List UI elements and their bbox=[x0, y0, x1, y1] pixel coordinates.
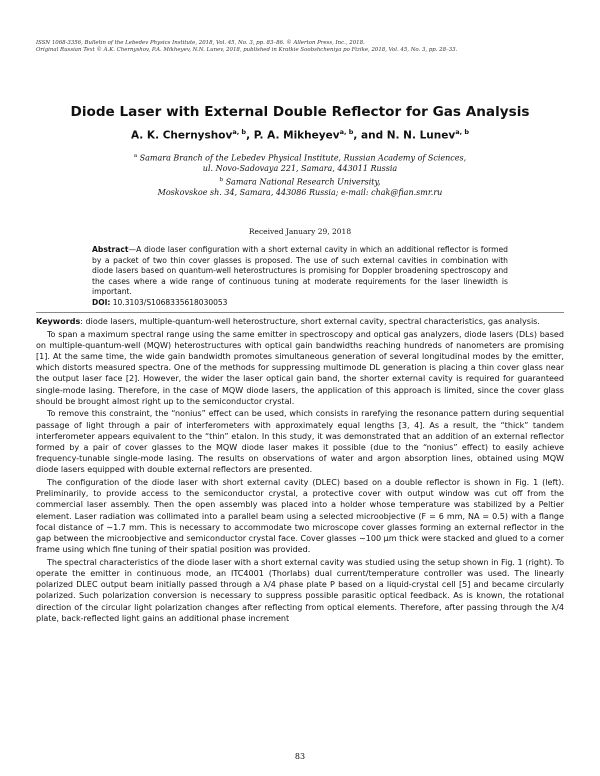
abstract bbox=[92, 245, 508, 298]
keywords bbox=[36, 316, 564, 327]
affiliation-mark: b bbox=[219, 177, 224, 183]
author-separator: , and bbox=[353, 129, 387, 142]
keywords-text: : diode lasers, multiple-quantum-well heterostructure, short external cavity, spectral characteristics, gas analysis. bbox=[80, 317, 540, 326]
author-separator: , bbox=[246, 129, 254, 142]
author-name: P. A. Mikheyev bbox=[253, 129, 340, 142]
abstract-text: —A diode laser configuration with a short external cavity in which an additional reflector is formed by a packet of two thin cover glasses is proposed. The use of such external cavities in combination with diode lasers based on quantum-well heterostructures is promising for Doppler broadening spectroscopy and the cases where a wide range of continuous tuning at moderate requirements for the laser linewidth is important. bbox=[92, 245, 508, 297]
page-number: 83 bbox=[294, 752, 306, 761]
author-name: A. K. Chernyshov bbox=[130, 129, 233, 142]
keywords-label: Keywords bbox=[36, 317, 81, 326]
section-divider bbox=[36, 312, 564, 313]
doi-link[interactable]: 10.3103/S1068335618030053 bbox=[110, 298, 228, 307]
doi-label: DOI: bbox=[92, 298, 111, 307]
journal-header-line-2: Original Russian Text © A.K. Chernyshov, P.A. Mikheyev, N.N. Lunev, 2018, published in Kratkie Soobshcheniya po Fizike, 2018, Vol. 45, No. 3, pp. 28–33. bbox=[36, 47, 458, 53]
paragraph: The configuration of the diode laser with short external cavity (DLEC) based on a double reflector is shown in Fig. 1 (left). Preliminarily, to provide access to the semiconductor crystal, a protective cover with output window was cut off from the commercial laser assembly. Then the open assembly was placed into a holder whose temperature was stabilized by a Peltier element. Laser radiation was collimated into a parallel beam using a selected microobjective (F = 6 mm, NA = 0.5) with a flange focal distance of ∼1.7 mm. This is necessary to accommodate two microscope cover glasses forming an external reflector in the gap between the microobjective and semiconductor crystal face. Cover glasses ∼100 μm thick were stacked and glued to a corner frame using which fine tuning of their spatial position was provided. bbox=[36, 478, 564, 555]
affiliation-text: ul. Novo-Sadovaya 221, Samara, 443011 Russia bbox=[202, 164, 398, 173]
journal-header-line-1: ISSN 1068-3356, Bulletin of the Lebedev Physics Institute, 2018, Vol. 45, No. 3, pp. 83–86. © Allerton Press, Inc., 2018. bbox=[36, 40, 365, 46]
affiliation-line bbox=[0, 187, 600, 198]
paper-title: Diode Laser with External Double Reflector for Gas Analysis bbox=[70, 104, 530, 120]
affiliation-mark: a bbox=[133, 153, 138, 159]
affiliation-text: Samara National Research University, bbox=[225, 177, 381, 187]
abstract-label: Abstract bbox=[92, 245, 129, 254]
affiliation-text: Moskovskoe sh. 34, Samara, 443086 Russia; e-mail: chak@fian.smr.ru bbox=[157, 188, 443, 197]
received-date: Received January 29, 2018 bbox=[248, 227, 352, 236]
paragraph: To remove this constraint, the “nonius” effect can be used, which consists in rarefying the resonance pattern during sequential passage of light through a pair of interferometers with approximately equal lengths [3, 4]. As a result, the “thick” tandem interferometer appears equivalent to the “thin” etalon. In this study, it was demonstrated that an addition of an external reflector formed by a pair of cover glasses to the MQW diode laser makes it possible (due to the “nonius” effect) to easily achieve frequency-tunable single-mode lasing. The results on observations of water and argon absorption lines, obtained using MQW diode lasers equipped with double external reflectors are presented. bbox=[36, 409, 564, 475]
affiliation-line bbox=[0, 163, 600, 174]
author-affiliation-mark: a, b bbox=[232, 128, 247, 136]
affiliation-text: Samara Branch of the Lebedev Physical Institute, Russian Academy of Sciences, bbox=[139, 153, 467, 163]
body-text bbox=[36, 316, 564, 625]
paragraph: To span a maximum spectral range using the same emitter in spectroscopy and optical gas analyzers, diode lasers (DLs) based on multiple-quantum-well (MQW) heterostructures with optical gain bandwidths reaching hundreds of nanometers are promising [1]. At the same time, the wide gain bandwidth promotes simultaneous generation of several longitudinal modes by the emitter, which distorts measured spectra. One of the methods for suppressing multimode DL generation is placing a thin cover glass near the output laser face [2]. However, the wider the laser optical gain band, the shorter external cavity is required for guaranteed single-mode lasing. Therefore, in the case of MQW diode lasers, the application of this approach is limited, since the cover glass should be brought almost right up to the semiconductor crystal. bbox=[36, 329, 564, 406]
paragraph: The spectral characteristics of the diode laser with a short external cavity was studied using the setup shown in Fig. 1 (right). To operate the emitter in continuous mode, an ITC4001 (Thorlabs) dual current/temperature controller was used. The linearly polarized DLEC output beam initially passed through a λ/4 phase plate P based on a liquid-crystal cell [5] and became circularly polarized. Such polarization conversion is necessary to suppress possible parasitic optical feedback. As is known, the rotational direction of the circular light polarization changes after reflecting from optical elements. Therefore, after passing through the λ/4 plate, back-reflected light gains an additional phase increment bbox=[36, 557, 564, 623]
author-affiliation-mark: a, b bbox=[339, 128, 354, 136]
affiliation-line bbox=[0, 151, 600, 164]
author-affiliation-mark: a, b bbox=[455, 128, 470, 136]
affiliation-line bbox=[0, 175, 600, 188]
author-name: N. N. Lunev bbox=[386, 129, 456, 142]
doi bbox=[92, 298, 227, 307]
author-list bbox=[0, 128, 600, 142]
